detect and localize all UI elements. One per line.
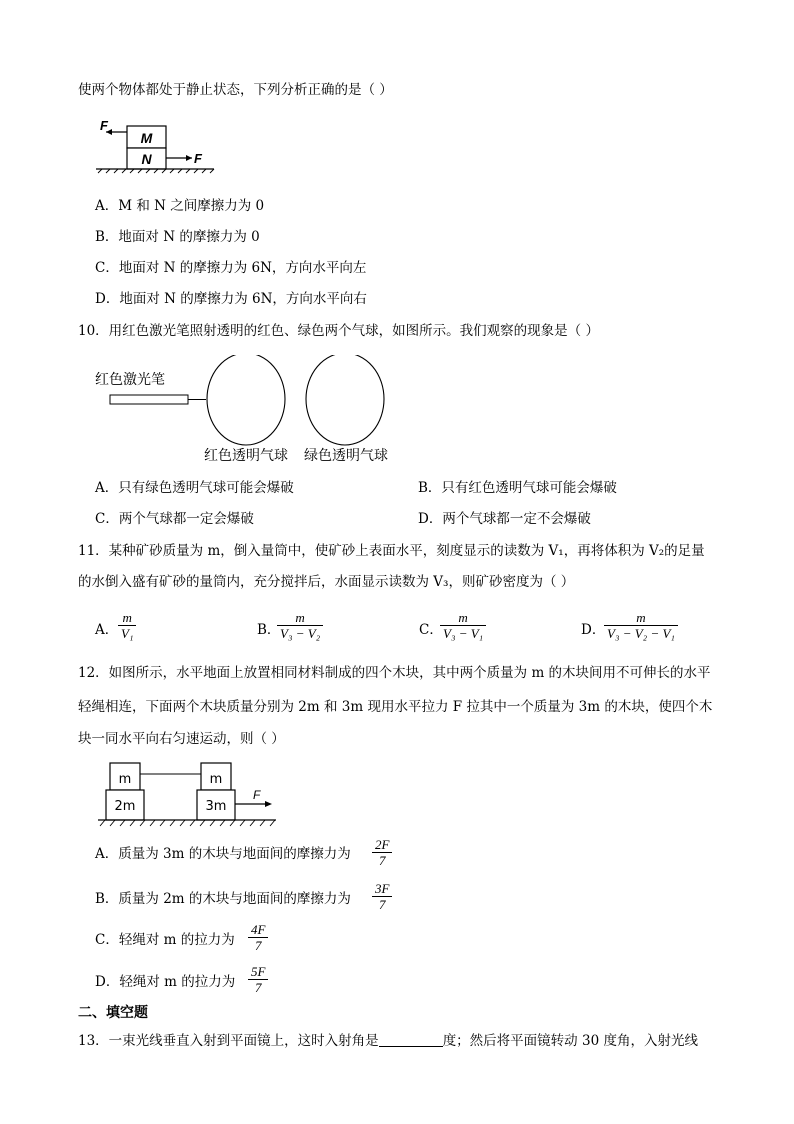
q12-figure: [98, 760, 278, 830]
section-title-fill-in: 二、填空题: [78, 1005, 148, 1021]
q11-option-d-label: D．: [581, 622, 606, 638]
q11-option-a-label: A．: [95, 622, 119, 638]
q10-option-a: A．只有绿色透明气球可能会爆破: [95, 480, 294, 496]
svg-text:m: m: [118, 772, 132, 787]
q12-stem-line3: 块一同水平向右匀速运动，则（ ）: [78, 731, 285, 747]
q12-option-c: C．轻绳对 m 的拉力为: [95, 932, 235, 948]
q11-option-a-fraction: $\frac{m}{\text{V₁}}$: [118, 610, 136, 641]
red-balloon: [207, 355, 285, 445]
green-balloon-label: 绿色透明气球: [304, 448, 388, 464]
svg-text:m: m: [209, 772, 223, 787]
q12-option-a: A．质量为 3m 的木块与地面间的摩擦力为: [95, 846, 351, 862]
q11-option-c-label: C．: [419, 622, 443, 638]
q12-stem-line1: 12．如图所示，水平地面上放置相同材料制成的四个木块，其中两个质量为 m 的木块间用不可伸长的水平: [78, 665, 711, 681]
block-n-label: N: [141, 151, 152, 167]
q12-option-c-fraction: $\frac{4F}{7}$: [248, 922, 268, 953]
q13-text: [78, 1031, 698, 1051]
q9-option-b: B．地面对 N 的摩擦力为 0: [95, 229, 260, 245]
q12-option-d: D．轻绳对 m 的拉力为: [95, 974, 236, 990]
q12-stem-line2: 轻绳相连，下面两个木块质量分别为 2m 和 3m 现用水平拉力 F 拉其中一个质量为 3m 的木块，使四个木: [78, 699, 713, 715]
q10-stem: 10．用红色激光笔照射透明的红色、绿色两个气球，如图所示。我们观察的现象是（ ）: [78, 323, 599, 339]
q11-option-b-label: B．: [257, 622, 281, 638]
svg-text:3m: 3m: [205, 799, 227, 814]
q9-figure: [96, 118, 216, 174]
laser-pen-label: 红色激光笔: [95, 372, 165, 388]
q11-stem-line1: 11．某种矿砂质量为 m，倒入量筒中，使矿砂上表面水平，刻度显示的读数为 V₁，再将体积为 V₂的足量: [78, 543, 705, 559]
q9-option-d: D．地面对 N 的摩擦力为 6N，方向水平向右: [95, 291, 367, 307]
q11-option-d-fraction: $\frac{m}{\text{V₃ − V₂ − V₁}}$: [604, 610, 678, 641]
q13-part2: 度；然后将平面镜转动 30 度角，入射光线: [442, 1033, 698, 1049]
q10-option-c: C．两个气球都一定会爆破: [95, 511, 254, 527]
laser-pen: [110, 395, 188, 404]
q11-stem-line2: 的水倒入盛有矿砂的量筒内，充分搅拌后，水面显示读数为 V₃，则矿砂密度为（ ）: [78, 574, 575, 590]
q12-option-a-fraction: $\frac{2F}{7}$: [372, 837, 392, 868]
force-left-label: F: [100, 118, 108, 133]
red-balloon-label: 红色透明气球: [204, 448, 288, 464]
q12-option-b-fraction: $\frac{3F}{7}$: [372, 881, 392, 912]
q10-option-b: B．只有红色透明气球可能会爆破: [418, 480, 617, 496]
q13-part1: 13．一束光线垂直入射到平面镜上，这时入射角是: [78, 1033, 379, 1049]
green-balloon: [306, 355, 384, 445]
q12-option-d-fraction: $\frac{5F}{7}$: [248, 964, 268, 995]
block-m-label: M: [140, 130, 153, 146]
svg-text:2m: 2m: [114, 799, 136, 814]
svg-text:F: F: [253, 788, 261, 802]
q10-option-d: D．两个气球都一定不会爆破: [418, 511, 591, 527]
q11-option-c-fraction: $\frac{m}{\text{V₃ − V₁}}$: [440, 610, 486, 641]
q12-option-b: B．质量为 2m 的木块与地面间的摩擦力为: [95, 891, 351, 907]
q9-stem: 使两个物体都处于静止状态，下列分析正确的是（ ）: [78, 82, 393, 98]
q9-option-a: A．M 和 N 之间摩擦力为 0: [95, 198, 265, 214]
q13-blank[interactable]: [379, 1032, 443, 1047]
force-right-label: F: [194, 151, 202, 166]
q11-option-b-fraction: $\frac{m}{\text{V₃ − V₂}}$: [277, 610, 323, 641]
q9-option-c: C．地面对 N 的摩擦力为 6N，方向水平向左: [95, 260, 367, 276]
q10-figure: [100, 355, 400, 447]
